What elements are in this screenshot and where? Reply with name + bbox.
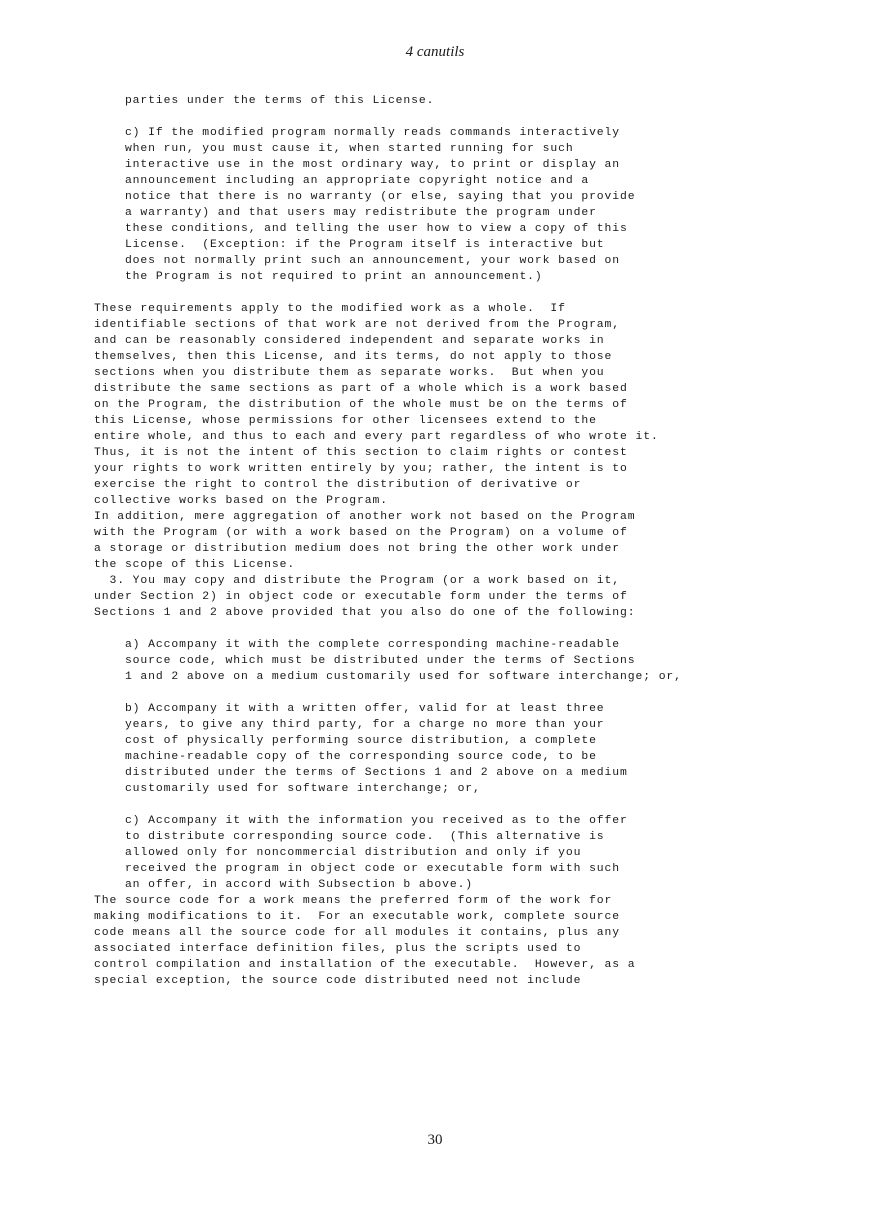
paragraph-requirements: These requirements apply to the modified work as a whole. If identifiable sections of that work are not derived from the Program, and can be reasonably considered independent and separate works in themselves, then this License, and its terms, do not apply to those sections when you distribute them as separate works. But when you distribute the same sections as part of a whole which is a work based on the Program, the distribution of the whole must be on the terms of this License, whose permissions for other licensees extend to the entire whole, and thus to each and every part regardless of who wrote it. [94, 303, 659, 443]
paragraph-section-2c: parties under the terms of this License. c) If the modified program normally reads commands interactively when run, you must cause it, when started running for such interactive use in the most ordinary way, to print or display an announcement including an appropriate copyright notice and a notice that there is no warranty (or else, saying that you provide a warranty) and that users may redistribute the program under these conditions, and telling the user how to view a copy of this License. (Exception: if the Program itself is interactive but does not normally print such an announcement, your work based on the Program is not required to print an announcement.) [124, 95, 636, 283]
page-number: 30 [427, 1132, 443, 1148]
paragraph-source-code: The source code for a work means the preferred form of the work for making modifications to it. For an executable work, complete source code means all the source code for all modules it contains, plus any associated interface definition files, plus the scripts used to control compilation and installation of the executable. However, as a special exception, the source code distributed need not include [94, 895, 636, 987]
paragraph-section-3: 3. You may copy and distribute the Program (or a work based on it, under Section 2) in object code or executable form under the terms of Sections 1 and 2 above provided that you also do one of the following: a) Accompany it with the complete corresponding machine-readable source code, which must be distributed under the terms of Sections 1 and 2 above on a medium customarily used for software interchange; or, b) Accompany it with a written offer, valid for at least three years, to give any third party, for a charge no more than your cost of physically performing source distribution, a complete machine-readable copy of the corresponding source code, to be distributed under the terms of Sections 1 and 2 above on a medium customarily used for software interchange; or, c) Accompany it with the information you received as to the offer to distribute corresponding source code. (This alternative is allowed only for noncommercial distribution and only if you received the program in object code or executable form with such an offer, in accord with Subsection b above.) [94, 575, 682, 891]
license-text-body [94, 93, 814, 989]
running-header: 4 canutils [405, 44, 465, 60]
paragraph-aggregation: In addition, mere aggregation of another work not based on the Program with the Program (or with a work based on the Program) on a volume of a storage or distribution medium does not bring the other work under the scope of this License. [94, 511, 636, 571]
paragraph-intent: Thus, it is not the intent of this section to claim rights or contest your rights to work written entirely by you; rather, the intent is to exercise the right to control the distribution of derivative or collective works based on the Program. [94, 447, 628, 507]
